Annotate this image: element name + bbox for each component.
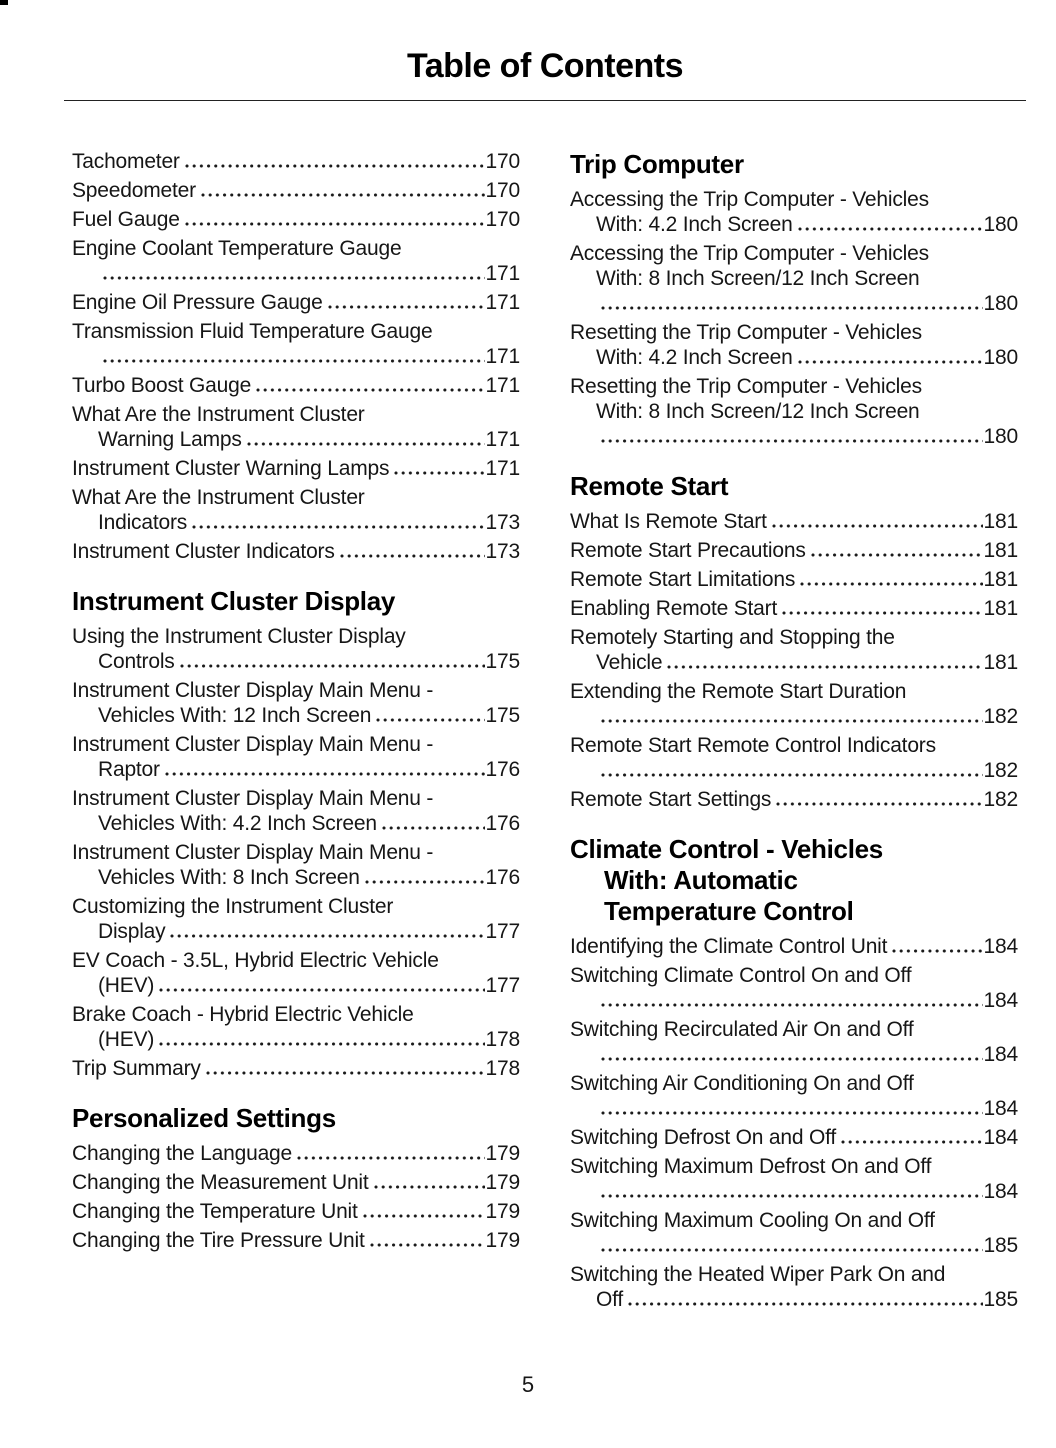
toc-entry xyxy=(570,963,1018,1013)
section-heading xyxy=(570,149,1018,180)
toc-entry-line xyxy=(72,1228,520,1253)
toc-entry-page: 170 xyxy=(485,208,520,231)
toc-entry-page: 185 xyxy=(983,1234,1018,1257)
toc-entry-line xyxy=(570,650,1018,675)
page-title: Table of Contents xyxy=(406,47,684,85)
section-heading-line: Personalized Settings xyxy=(72,1103,336,1133)
dot-leader xyxy=(170,934,484,938)
toc-entry-text: What Are the Instrument Cluster xyxy=(72,486,365,509)
toc-entry-page: 176 xyxy=(485,812,520,835)
toc-entry-line xyxy=(72,1002,520,1027)
toc-entry-text: Instrument Cluster Display Main Menu - xyxy=(72,679,434,702)
toc-entry-line xyxy=(570,509,1018,534)
toc-entry-text: EV Coach - 3.5L, Hybrid Electric Vehicle xyxy=(72,949,439,972)
toc-entry-text: Instrument Cluster Display Main Menu - xyxy=(72,841,434,864)
toc-entry xyxy=(72,1199,520,1224)
toc-entry-line xyxy=(570,1017,1018,1042)
toc-entry xyxy=(72,678,520,728)
toc-entry-text: Vehicles With: 12 Inch Screen xyxy=(98,704,372,727)
toc-entry xyxy=(72,402,520,452)
toc-entry xyxy=(72,236,520,286)
page-number: 5 xyxy=(521,1372,535,1397)
dot-leader xyxy=(601,1111,983,1115)
toc-entry-line xyxy=(72,207,520,232)
dot-leader xyxy=(370,1243,485,1247)
toc-entry-line xyxy=(72,624,520,649)
toc-entry-line xyxy=(72,485,520,510)
dot-leader xyxy=(628,1302,983,1306)
toc-entry-text: Instrument Cluster Warning Lamps xyxy=(72,457,390,480)
section-heading-line: Climate Control - Vehicles xyxy=(570,834,883,864)
toc-entry-text: Tachometer xyxy=(72,150,180,173)
toc-entry-text: Accessing the Trip Computer - Vehicles xyxy=(570,188,929,211)
toc-entry-line xyxy=(72,319,520,344)
toc-entry xyxy=(570,1208,1018,1258)
dot-leader xyxy=(394,471,484,475)
dot-leader xyxy=(601,439,983,443)
toc-entry-page: 179 xyxy=(485,1171,520,1194)
toc-entry xyxy=(570,320,1018,370)
section-heading xyxy=(570,471,1018,502)
toc-entry-line xyxy=(72,894,520,919)
toc-entry-page: 182 xyxy=(983,759,1018,782)
toc-entry-line xyxy=(570,424,1018,449)
dot-leader xyxy=(811,553,983,557)
toc-entry xyxy=(72,456,520,481)
toc-entry-line xyxy=(570,787,1018,812)
dot-leader xyxy=(159,988,484,992)
toc-entry-line xyxy=(570,625,1018,650)
section-heading-line: With: Automatic xyxy=(604,865,798,895)
toc-entry-text: Changing the Language xyxy=(72,1142,293,1165)
dot-leader xyxy=(601,1057,983,1061)
toc-entry-text: Accessing the Trip Computer - Vehicles xyxy=(570,242,929,265)
toc-entry-line xyxy=(72,510,520,535)
toc-entry-line xyxy=(570,1042,1018,1067)
dot-leader xyxy=(256,388,484,392)
dot-leader xyxy=(782,611,982,615)
dot-leader xyxy=(601,773,983,777)
dot-leader xyxy=(800,582,982,586)
toc-entry xyxy=(570,1262,1018,1312)
toc-entry xyxy=(72,1170,520,1195)
toc-entry-line xyxy=(570,538,1018,563)
toc-entry-text: Remote Start Precautions xyxy=(570,539,806,562)
toc-entry xyxy=(72,149,520,174)
toc-entry-line xyxy=(72,703,520,728)
toc-entry-line xyxy=(570,1071,1018,1096)
dot-leader xyxy=(297,1156,485,1160)
dot-leader xyxy=(382,826,485,830)
toc-entry-text: Switching Maximum Defrost On and Off xyxy=(570,1155,932,1178)
toc-entry-page: 177 xyxy=(485,974,520,997)
toc-entry xyxy=(570,1154,1018,1204)
toc-entry-text: Using the Instrument Cluster Display xyxy=(72,625,406,648)
toc-entry xyxy=(570,733,1018,783)
toc-entry-page: 181 xyxy=(983,539,1018,562)
toc-entry xyxy=(570,625,1018,675)
toc-entry-text: Turbo Boost Gauge xyxy=(72,374,252,397)
toc-entry-line xyxy=(570,1233,1018,1258)
toc-entry-line xyxy=(72,865,520,890)
dot-leader xyxy=(185,164,485,168)
toc-entry xyxy=(72,207,520,232)
toc-entry-page: 171 xyxy=(485,374,520,397)
toc-entry-page: 180 xyxy=(983,292,1018,315)
toc-entry xyxy=(72,1056,520,1081)
dot-leader xyxy=(601,1194,983,1198)
toc-entry-text: Brake Coach - Hybrid Electric Vehicle xyxy=(72,1003,414,1026)
toc-entry-line xyxy=(72,811,520,836)
toc-entry-text: Engine Oil Pressure Gauge xyxy=(72,291,323,314)
toc-entry xyxy=(570,567,1018,592)
toc-entry xyxy=(72,290,520,315)
dot-leader xyxy=(165,772,485,776)
toc-entry-line xyxy=(72,149,520,174)
toc-entry-line xyxy=(570,988,1018,1013)
toc-entry-page: 179 xyxy=(485,1200,520,1223)
dot-leader xyxy=(776,802,982,806)
toc-entry xyxy=(570,1125,1018,1150)
toc-entry-page: 178 xyxy=(485,1028,520,1051)
toc-entry-line xyxy=(72,678,520,703)
dot-leader xyxy=(103,359,485,363)
toc-entry-page: 184 xyxy=(983,935,1018,958)
toc-entry-line xyxy=(570,567,1018,592)
toc-entry xyxy=(72,319,520,369)
toc-entry xyxy=(570,374,1018,449)
scan-artifact xyxy=(0,0,8,5)
toc-entry-line xyxy=(570,187,1018,212)
toc-entry-text: Remote Start Remote Control Indicators xyxy=(570,734,936,757)
toc-entry xyxy=(72,948,520,998)
toc-entry xyxy=(570,538,1018,563)
toc-entry-text: Indicators xyxy=(98,511,188,534)
toc-entry-line xyxy=(72,373,520,398)
toc-entry-page: 176 xyxy=(485,758,520,781)
toc-column-left xyxy=(72,149,520,1316)
toc-entry-line xyxy=(570,1154,1018,1179)
toc-entry-text: With: 8 Inch Screen/12 Inch Screen xyxy=(596,400,920,423)
toc-entry-text: Remote Start Settings xyxy=(570,788,772,811)
toc-entry-text: Trip Summary xyxy=(72,1057,201,1080)
toc-entry-line xyxy=(570,374,1018,399)
toc-entry-line xyxy=(72,649,520,674)
dot-leader xyxy=(601,1003,983,1007)
toc-entry-page: 170 xyxy=(485,179,520,202)
section-heading-line: Instrument Cluster Display xyxy=(72,586,396,616)
dot-leader xyxy=(201,193,485,197)
dot-leader xyxy=(328,305,485,309)
toc-entry-page: 185 xyxy=(983,1288,1018,1311)
toc-entry-page: 181 xyxy=(983,597,1018,620)
toc-entry-text: Off xyxy=(596,1288,624,1311)
dot-leader xyxy=(798,360,983,364)
toc-entry-line xyxy=(72,1170,520,1195)
toc-entry xyxy=(72,1228,520,1253)
toc-entry-page: 178 xyxy=(485,1057,520,1080)
toc-entry-text: Switching Recirculated Air On and Off xyxy=(570,1018,914,1041)
toc-entry-page: 171 xyxy=(485,428,520,451)
toc-entry xyxy=(570,934,1018,959)
toc-entry-text: Changing the Measurement Unit xyxy=(72,1171,369,1194)
toc-entry-line xyxy=(570,733,1018,758)
toc-entry-line xyxy=(72,757,520,782)
section-heading-line: Temperature Control xyxy=(604,896,854,926)
toc-entry xyxy=(570,787,1018,812)
toc-entry-line xyxy=(72,973,520,998)
toc-entry xyxy=(570,187,1018,237)
toc-entry xyxy=(72,539,520,564)
toc-entry-page: 182 xyxy=(983,788,1018,811)
toc-entry-line xyxy=(72,919,520,944)
toc-entry-page: 171 xyxy=(485,345,520,368)
toc-entry-page: 182 xyxy=(983,705,1018,728)
toc-entry-text: Display xyxy=(98,920,166,943)
toc-entry xyxy=(570,679,1018,729)
toc-entry-page: 184 xyxy=(983,1097,1018,1120)
toc-entry-line xyxy=(570,266,1018,291)
toc-entry-text: Remotely Starting and Stopping the xyxy=(570,626,895,649)
toc-entry-text: With: 8 Inch Screen/12 Inch Screen xyxy=(596,267,920,290)
dot-leader xyxy=(363,1214,485,1218)
toc-entry-text: Instrument Cluster Display Main Menu - xyxy=(72,787,434,810)
dot-leader xyxy=(365,880,485,884)
toc-entry xyxy=(570,241,1018,316)
toc-entry-line xyxy=(570,291,1018,316)
toc-entry xyxy=(72,840,520,890)
toc-entry-line xyxy=(72,178,520,203)
toc-entry-page: 175 xyxy=(485,650,520,673)
toc-entry-page: 171 xyxy=(485,457,520,480)
toc-entry-line xyxy=(570,345,1018,370)
toc-entry-line xyxy=(570,1208,1018,1233)
toc-entry-line xyxy=(72,732,520,757)
toc-entry-page: 179 xyxy=(485,1229,520,1252)
toc-entry-line xyxy=(72,290,520,315)
toc-entry xyxy=(570,596,1018,621)
toc-entry-text: Enabling Remote Start xyxy=(570,597,778,620)
toc-entry-page: 181 xyxy=(983,568,1018,591)
dot-leader xyxy=(892,949,982,953)
toc-entry xyxy=(72,732,520,782)
toc-entry-text: Controls xyxy=(98,650,175,673)
dot-leader xyxy=(247,442,485,446)
toc-entry-page: 171 xyxy=(485,262,520,285)
toc-entry-line xyxy=(72,539,520,564)
dot-leader xyxy=(185,222,485,226)
toc-entry-text: With: 4.2 Inch Screen xyxy=(596,213,793,236)
toc-entry xyxy=(72,894,520,944)
toc-entry-page: 184 xyxy=(983,989,1018,1012)
toc-entry-line xyxy=(570,679,1018,704)
dot-leader xyxy=(601,1248,983,1252)
section-heading xyxy=(72,1103,520,1134)
toc-entry-line xyxy=(72,1027,520,1052)
toc-entry-text: Engine Coolant Temperature Gauge xyxy=(72,237,402,260)
toc-entry xyxy=(72,485,520,535)
toc-entry-line xyxy=(570,963,1018,988)
toc-entry-text: Vehicle xyxy=(596,651,663,674)
toc-section xyxy=(570,149,1018,449)
toc-entry-text: Vehicles With: 8 Inch Screen xyxy=(98,866,360,889)
toc-entry xyxy=(72,178,520,203)
section-heading xyxy=(72,586,520,617)
toc-entry-line xyxy=(570,1125,1018,1150)
toc-entry-text: Switching the Heated Wiper Park On and xyxy=(570,1263,946,1286)
toc-entry-line xyxy=(72,402,520,427)
toc-entry xyxy=(570,509,1018,534)
toc-entry-page: 171 xyxy=(485,291,520,314)
toc-entry-line xyxy=(72,1199,520,1224)
toc-entry-line xyxy=(72,948,520,973)
toc-entry-page: 181 xyxy=(983,510,1018,533)
toc-section xyxy=(570,471,1018,812)
toc-entry-text: Vehicles With: 4.2 Inch Screen xyxy=(98,812,377,835)
toc-entry-text: Fuel Gauge xyxy=(72,208,180,231)
toc-entry-page: 173 xyxy=(485,540,520,563)
toc-entry-line xyxy=(72,344,520,369)
toc-entry-text: Speedometer xyxy=(72,179,196,202)
toc-entry-page: 173 xyxy=(485,511,520,534)
toc-entry-text: Switching Air Conditioning On and Off xyxy=(570,1072,914,1095)
toc-entry-line xyxy=(72,786,520,811)
dot-leader xyxy=(376,718,484,722)
toc-entry-line xyxy=(570,212,1018,237)
dot-leader xyxy=(667,665,982,669)
toc-entry-text: Changing the Tire Pressure Unit xyxy=(72,1229,365,1252)
toc-entry-page: 184 xyxy=(983,1043,1018,1066)
toc-entry-page: 184 xyxy=(983,1126,1018,1149)
toc-entry-page: 180 xyxy=(983,346,1018,369)
toc-entry-line xyxy=(570,1262,1018,1287)
toc-entry-line xyxy=(72,236,520,261)
toc-entry-text: Extending the Remote Start Duration xyxy=(570,680,907,703)
toc-entry xyxy=(72,1141,520,1166)
section-heading xyxy=(570,834,1018,927)
toc-entry-line xyxy=(570,1096,1018,1121)
toc-entry-text: Warning Lamps xyxy=(98,428,242,451)
toc-entry xyxy=(570,1017,1018,1067)
toc-entry-line xyxy=(570,758,1018,783)
toc-section xyxy=(72,1103,520,1253)
toc-entry xyxy=(72,624,520,674)
dot-leader xyxy=(206,1071,485,1075)
toc-entry-page: 184 xyxy=(983,1180,1018,1203)
toc-column-right xyxy=(570,149,1018,1316)
dot-leader xyxy=(103,276,485,280)
toc-entry-line xyxy=(72,456,520,481)
toc-entry-page: 181 xyxy=(983,651,1018,674)
toc-entry-line xyxy=(570,1179,1018,1204)
dot-leader xyxy=(841,1140,983,1144)
toc-entry-line xyxy=(72,1141,520,1166)
toc-entry-line xyxy=(72,261,520,286)
toc-entry-line xyxy=(570,1287,1018,1312)
toc-entry-page: 179 xyxy=(485,1142,520,1165)
toc-section xyxy=(72,586,520,1081)
toc-entry-text: Instrument Cluster Display Main Menu - xyxy=(72,733,434,756)
toc-entry-text: With: 4.2 Inch Screen xyxy=(596,346,793,369)
dot-leader xyxy=(601,306,983,310)
toc-entry-text: (HEV) xyxy=(98,974,155,997)
toc-entry-line xyxy=(570,704,1018,729)
toc-entry-text: Identifying the Climate Control Unit xyxy=(570,935,888,958)
toc-entry xyxy=(570,1071,1018,1121)
toc-entry-text: Resetting the Trip Computer - Vehicles xyxy=(570,375,922,398)
toc-entry-line xyxy=(72,1056,520,1081)
section-heading-line: Trip Computer xyxy=(570,149,744,179)
section-heading-line: Remote Start xyxy=(570,471,729,501)
toc-entry-line xyxy=(570,241,1018,266)
toc-entry-line xyxy=(570,596,1018,621)
toc-section xyxy=(72,149,520,564)
toc-entry-text: Instrument Cluster Indicators xyxy=(72,540,335,563)
toc-entry-text: Resetting the Trip Computer - Vehicles xyxy=(570,321,922,344)
toc-entry-page: 175 xyxy=(485,704,520,727)
dot-leader xyxy=(192,525,485,529)
toc-entry-text: (HEV) xyxy=(98,1028,155,1051)
dot-leader xyxy=(798,227,983,231)
dot-leader xyxy=(374,1185,485,1189)
toc-section xyxy=(570,834,1018,1312)
toc-entry-line xyxy=(72,427,520,452)
dot-leader xyxy=(180,664,485,668)
toc-entry-page: 180 xyxy=(983,213,1018,236)
dot-leader xyxy=(772,524,983,528)
toc-entry-page: 180 xyxy=(983,425,1018,448)
toc-entry-text: What Is Remote Start xyxy=(570,510,767,533)
toc-entry-text: Changing the Temperature Unit xyxy=(72,1200,358,1223)
toc-entry-text: Switching Maximum Cooling On and Off xyxy=(570,1209,935,1232)
toc-columns xyxy=(0,101,1056,1316)
toc-entry-line xyxy=(570,399,1018,424)
toc-entry xyxy=(72,373,520,398)
toc-entry-line xyxy=(570,934,1018,959)
dot-leader xyxy=(340,554,485,558)
dot-leader xyxy=(159,1042,484,1046)
toc-entry xyxy=(72,786,520,836)
toc-entry-line xyxy=(570,320,1018,345)
toc-entry xyxy=(72,1002,520,1052)
toc-entry-line xyxy=(72,840,520,865)
toc-entry-page: 170 xyxy=(485,150,520,173)
toc-entry-text: Raptor xyxy=(98,758,160,781)
toc-entry-text: Remote Start Limitations xyxy=(570,568,796,591)
toc-entry-text: Customizing the Instrument Cluster xyxy=(72,895,394,918)
toc-entry-text: Switching Climate Control On and Off xyxy=(570,964,912,987)
toc-entry-page: 176 xyxy=(485,866,520,889)
toc-entry-text: Switching Defrost On and Off xyxy=(570,1126,836,1149)
toc-entry-page: 177 xyxy=(485,920,520,943)
toc-entry-text: Transmission Fluid Temperature Gauge xyxy=(72,320,433,343)
toc-entry-text: What Are the Instrument Cluster xyxy=(72,403,365,426)
dot-leader xyxy=(601,719,983,723)
